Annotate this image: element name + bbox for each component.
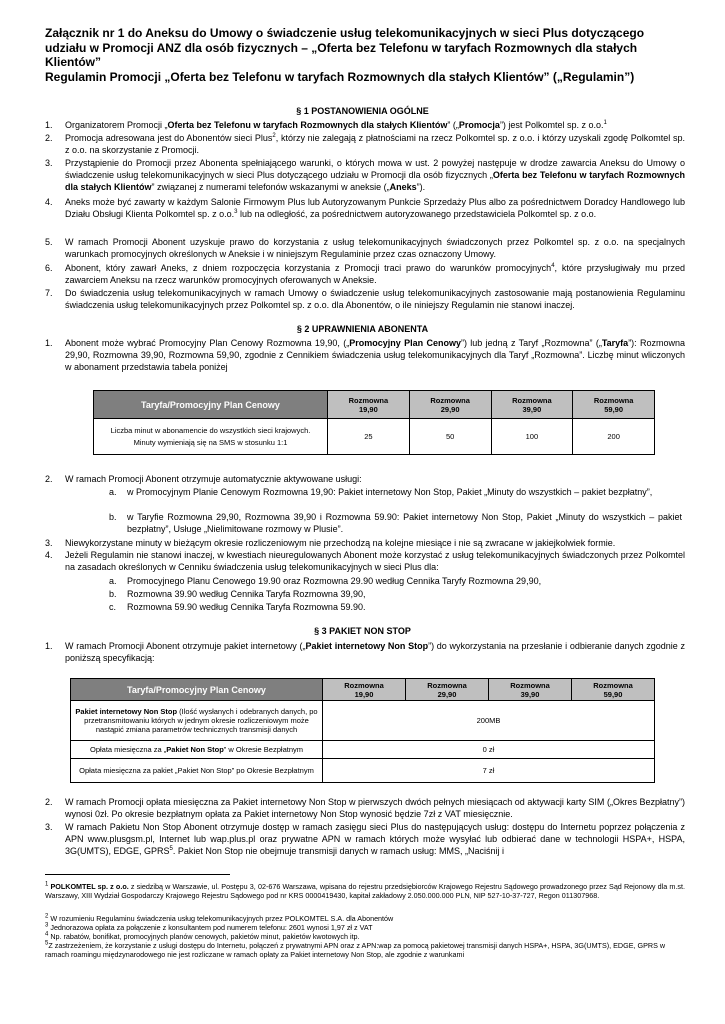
column-header: Rozmowna 39,90 xyxy=(491,391,573,419)
defined-term: Taryfa xyxy=(601,338,629,348)
text: ”). xyxy=(416,182,426,192)
s3-item-3 xyxy=(45,821,685,857)
text: Abonent może wybrać Promocyjny Plan Cenowy Rozmowna 19,90, („ xyxy=(65,338,350,348)
footnote-ref: 1 xyxy=(603,120,607,126)
footnote-ref: 5 xyxy=(169,846,173,852)
item-number: 6. xyxy=(45,263,53,273)
item-number: 4. xyxy=(45,550,53,560)
text: Niewykorzystane minuty w bieżącym okresie rozliczeniowym nie przechodzą na kolejne miesiące i nie są zwracane w jakiejkolwiek formie. xyxy=(65,538,616,548)
text: ”) do wykorzystania na przesłanie i odbieranie danych zgodnie z poniższą specyfikacją: xyxy=(65,641,686,663)
row-label: Pakiet internetowy Non Stop (Ilość wysłanych i odebranych danych, po przetransmitowaniu których w jednym okresie rozliczeniowym może nastąpić zmiana parametrów technicznych transmisji danych xyxy=(71,701,323,741)
row-label: Opłata miesięczna za „Pakiet Non Stop” w Okresie Bezpłatnym xyxy=(71,741,323,759)
item-letter: c. xyxy=(109,602,117,612)
annex-title: Załącznik nr 1 do Aneksu do Umowy o świadczenie usług telekomunikacyjnych w sieci Plus dotyczącego udziału w Promocji ANZ dla osób fizycznych – „Oferta bez Telefonu w taryfach Rozmownych dla stałych Klientów” xyxy=(45,26,645,69)
section-1-title: § 1 POSTANOWIENIA OGÓLNE xyxy=(296,106,429,116)
text: Promocyjnego Planu Cenowego 19.90 oraz Rozmowna 29.90 według Cennika Taryfy Rozmowna 29,90, xyxy=(127,576,542,586)
s2-item-1 xyxy=(45,337,685,373)
promo-name: Oferta bez Telefonu w taryfach Rozmownych dla stałych Klientów xyxy=(65,170,685,192)
column-header: Rozmowna 59,90 xyxy=(572,679,655,701)
document-header xyxy=(45,26,685,84)
text: W ramach Promocji Abonent otrzymuje automatycznie aktywowane usługi: xyxy=(65,474,362,484)
footnote-5: $^5$Z zastrzeżeniem, że korzystanie z usługi dostępu do Internetu, połączeń z prywatnymi APN oraz z APN:wap za pomocą pakietowej transmisji danych HSPA+, HSPA, 3G(UMTS), EDGE, GPRS w ramach roamingu międzynarodowego nie jest rozliczane w ramach opłaty za Pakiet internetowy Non Stop, ale zgodnie z warunkami xyxy=(45,940,666,959)
text: ” („ xyxy=(447,120,459,130)
table-header: Taryfa/Promocyjny Plan Cenowy xyxy=(71,679,323,701)
text: Rozmowna 59.90 według Cennika Taryfa Rozmowna 59.90. xyxy=(127,602,366,612)
item-letter: a. xyxy=(109,487,117,497)
text: Abonent, który zawarł Aneks, z dniem rozpoczęcia korzystania z Promocji traci prawo do warunków promocyjnych xyxy=(65,263,552,273)
section-3-title: § 3 PAKIET NON STOP xyxy=(314,626,411,636)
column-header: Rozmowna 59,90 xyxy=(573,391,655,419)
s2-item-4b xyxy=(109,588,682,600)
table-cell: 100 xyxy=(491,419,573,455)
table-cell: 0 zł xyxy=(323,741,655,759)
s1-item-4 xyxy=(45,196,685,220)
text: Promocja adresowana jest do Abonentów sieci Plus xyxy=(65,133,273,143)
item-letter: b. xyxy=(109,512,117,522)
s1-item-3 xyxy=(45,157,685,193)
text: w Promocyjnym Planie Cenowym Rozmowna 19,90: Pakiet internetowy Non Stop, Pakiet „Minuty do wszystkich – pakiet bezpłatny”, xyxy=(127,487,653,497)
defined-term: Pakiet internetowy Non Stop xyxy=(305,641,429,651)
item-number: 2. xyxy=(45,133,53,143)
s1-item-6 xyxy=(45,262,685,286)
text: . Pakiet Non Stop nie obejmuje transmisji danych w ramach usług: MMS, „Naciśnij i xyxy=(172,846,504,856)
text: ”): Rozmowna 29,90, Rozmowna 39,90, Rozmowna 59,90, zgodnie z Cennikiem świadczenia usług telekomunikacyjnych dla Taryf „Rozmowna”. Liczbę minut wliczonych w abonament przedstawia tabela poniżej xyxy=(65,338,686,372)
s3-item-1 xyxy=(45,640,685,664)
footnote-separator xyxy=(45,874,230,875)
item-letter: a. xyxy=(109,576,117,586)
item-number: 3. xyxy=(45,158,53,168)
table-cell: 7 zł xyxy=(323,759,655,783)
text: Organizatorem Promocji „ xyxy=(65,120,168,130)
text: W ramach Promocji Abonent otrzymuje pakiet internetowy („ xyxy=(65,641,306,651)
defined-term: Aneks xyxy=(389,182,417,192)
item-number: 1. xyxy=(45,641,53,651)
text: Jeżeli Regulamin nie stanowi inaczej, w kwestiach nieuregulowanych Abonent może korzystać z usług telekomunikacyjnych świadczonych przez Polkomtel na zasadach określonych w Cenniku świadczenia usług telekomunikacyjnych w sieci Plus dla: xyxy=(65,550,685,572)
text: ” związanej z numerami telefonów wskazanymi w aneksie („ xyxy=(151,182,390,192)
table-cell: 200 xyxy=(573,419,655,455)
footnote-2: $^2$ W rozumieniu Regulaminu świadczenia usług telekomunikacyjnych przez POLKOMTEL S.A. dla Abonentów xyxy=(45,913,394,923)
regulation-title: Regulamin Promocji „Oferta bez Telefonu w taryfach Rozmownych dla stałych Klientów” („Regulamin”) xyxy=(45,69,635,84)
s2-item-4 xyxy=(45,549,685,573)
column-header: Rozmowna 29,90 xyxy=(406,679,489,701)
item-number: 3. xyxy=(45,822,53,832)
non-stop-table xyxy=(70,678,655,783)
text: ”) lub jedną z Taryf „Rozmowna” („ xyxy=(460,338,602,348)
row-label: Liczba minut w abonamencie do wszystkich sieci krajowych. Minuty wymieniają się na SMS w stosunku 1:1 xyxy=(94,419,328,455)
footnote-ref: 3 xyxy=(234,209,238,215)
s2-item-4c xyxy=(109,601,682,613)
text: ”) jest Polkomtel sp. z o.o. xyxy=(499,120,604,130)
s2-item-2 xyxy=(45,473,685,485)
text: , które przysługiwały mu przed zawarciem Aneksu na rzecz warunków promocyjnych oferowanych w Aneksie. xyxy=(65,263,685,285)
s3-item-2 xyxy=(45,796,685,820)
text: Do świadczenia usług telekomunikacyjnych w ramach Umowy o świadczenie usług telekomunikacyjnych zastosowanie mają postanowienia Regulaminu świadczenia usług telekomunikacyjnych przez Polkomtel sp. z o.o. dla Abonentów, o ile niniejszy Regulamin nie stanowi inaczej. xyxy=(65,288,685,310)
s2-item-2b xyxy=(109,511,682,535)
footnote-ref: 2 xyxy=(272,133,276,139)
column-header: Rozmowna 19,90 xyxy=(328,391,410,419)
column-header: Rozmowna 19,90 xyxy=(323,679,406,701)
footnote-4: $^4$ Np. rabatów, bonifikat, promocyjnych planów cenowych, pakietów minut, pakietów kwotowych itp. xyxy=(45,931,360,941)
row-label: Opłata miesięczna za pakiet „Pakiet Non Stop” po Okresie Bezpłatnym xyxy=(71,759,323,783)
minutes-table xyxy=(93,390,655,455)
s2-item-2a xyxy=(109,486,682,498)
s1-item-7 xyxy=(45,287,685,311)
table-header: Taryfa/Promocyjny Plan Cenowy xyxy=(94,391,328,419)
section-2-title: § 2 UPRAWNIENIA ABONENTA xyxy=(296,324,429,334)
item-number: 2. xyxy=(45,797,53,807)
text: W ramach Promocji opłata miesięczna za Pakiet internetowy Non Stop w pierwszych dwóch pełnych miesiącach od aktywacji karty SIM („Okres Bezpłatny”) wynosi 0zł. Po okresie bezpłatnym opłata za Pakiet internetowy Non Stop wynosić będzie 7zł z VAT miesięcznie. xyxy=(65,797,685,819)
footnote-1: $^1$ POLKOMTEL sp. z o.o. z siedzibą w Warszawie, ul. Postępu 3, 02-676 Warszawa, wpisana do rejestru przedsiębiorców Krajowego Rejestru Sądowego prowadzonego przez Sąd Rejonowy dla m.st. Warszawy, XIII Wydział Gospodarczy Krajowego Rejestru Sądowego pod nr KRS 0000419430, kapitał zakładowy 2.050.000.000 PLN, NIP 527-10-37-727, Regon 011307968. xyxy=(45,881,686,900)
column-header: Rozmowna 39,90 xyxy=(489,679,572,701)
s1-item-2 xyxy=(45,132,685,156)
defined-term: Promocyjny Plan Cenowy xyxy=(349,338,461,348)
table-cell: 50 xyxy=(409,419,491,455)
item-number: 5. xyxy=(45,237,53,247)
item-number: 2. xyxy=(45,474,53,484)
text: W ramach Promocji Abonent uzyskuje prawo do korzystania z usług telekomunikacyjnych świadczonych przez Polkomtel sp. z o.o. na specjalnych warunkach promocyjnych określonych w Aneksie i w niniejszym Regulaminie przez czas oznaczony Umowy. xyxy=(65,237,685,259)
text: Aneks może być zawarty w każdym Salonie Firmowym Plus lub Autoryzowanym Punkcie Sprzedaży Plus albo za pośrednictwem Doradcy Handlowego lub Działu Obsługi Klienta Polkomtel sp. z o.o. xyxy=(65,197,685,219)
s1-item-5 xyxy=(45,236,685,260)
item-number: 1. xyxy=(45,120,53,130)
table-cell: 200MB xyxy=(323,701,655,741)
column-header: Rozmowna 29,90 xyxy=(409,391,491,419)
text: w Taryfie Rozmowna 29,90, Rozmowna 39,90 i Rozmowna 59.90: Pakiet internetowy Non Stop, Pakiet „Minuty do wszystkich – pakiet bezpłatny”, Usługe „Nielimitowane rozmowy w Plusie”. xyxy=(127,512,682,534)
s2-item-3 xyxy=(45,537,685,549)
promo-name: Oferta bez Telefonu w taryfach Rozmownych dla stałych Klientów xyxy=(167,120,448,130)
text: W ramach Pakietu Non Stop Abonent otrzymuje dostęp w ramach zasięgu sieci Plus do następujących usług: dostępu do Internetu poprzez połączenia z APN www.plusgsm.pl, Internet lub wap.plus.pl oraz prywatne APN w ramach których może wysyłać lub odbierać dane w technologii HSPA+, HSPA, 3G(UMTS), EDGE, GPRS xyxy=(65,822,685,856)
item-number: 1. xyxy=(45,338,53,348)
footnote-ref: 4 xyxy=(551,263,555,269)
table-cell: 25 xyxy=(328,419,410,455)
item-letter: b. xyxy=(109,589,117,599)
s2-item-4a xyxy=(109,575,682,587)
text: lub na odległość, za pośrednictwem autoryzowanego przedstawiciela Polkomtel sp. z o.o. xyxy=(237,209,597,219)
item-number: 4. xyxy=(45,197,53,207)
footnote-3: $^3$ Jednorazowa opłata za połączenie z konsultantem pod numerem telefonu: 2601 wynosi 1,97 zł z VAT xyxy=(45,922,373,932)
item-number: 7. xyxy=(45,288,53,298)
item-number: 3. xyxy=(45,538,53,548)
text: Przystąpienie do Promocji przez Abonenta spełniającego warunki, o których mowa w ust. 2 powyżej następuje w drodze zawarcia Aneksu do Umowy o świadczenie usług telekomunikacyjnych w sieci Plus dotyczącego udziału w Promocji dla osób fizycznych „ xyxy=(65,158,685,180)
text: , którzy nie zalegają z płatnościami na rzecz Polkomtel sp. z o.o. i którzy uzyskali zgodę Polkomtel sp. z o.o. na skorzystanie z Promocji. xyxy=(65,133,685,155)
text: Rozmowna 39.90 według Cennika Taryfa Rozmowna 39,90, xyxy=(127,589,366,599)
s1-item-1 xyxy=(45,119,685,131)
defined-term: Promocja xyxy=(458,120,500,130)
